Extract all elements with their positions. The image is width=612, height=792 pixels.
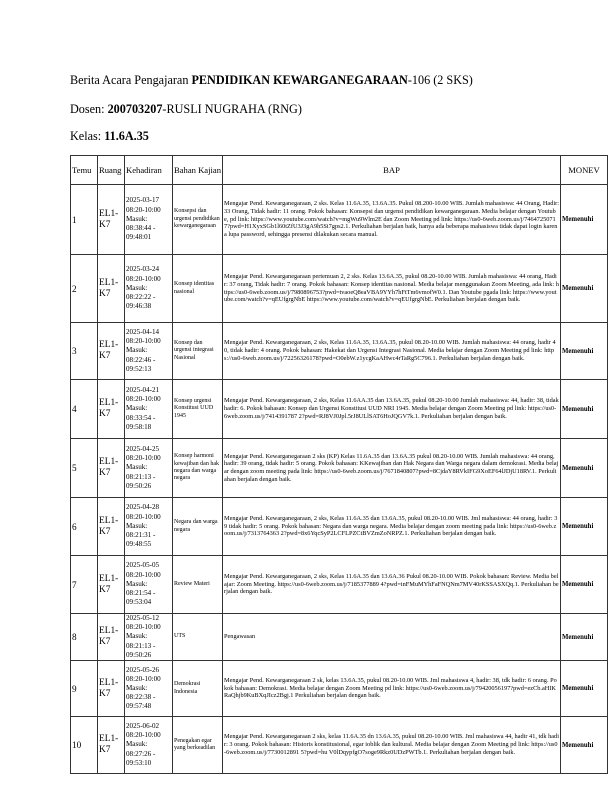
- ruang-cell: EL1-K7: [98, 380, 125, 439]
- col-ruang: Ruang: [98, 156, 125, 185]
- ruang-cell: EL1-K7: [98, 439, 125, 498]
- masuk-label: Masuk:: [126, 283, 148, 292]
- monev-cell: Memenuhi: [561, 255, 608, 323]
- date: 2025-05-26: [126, 665, 160, 674]
- ruang-cell: EL1-K7: [98, 717, 125, 774]
- bap-cell: Mengajar Pend. Kewarganegaraan 2 sks, kelas 11.6A.35 dn 13.6A.35, pukul 08.20-10.00 WIB. Jml mahasiswa 44, hadir 41, tdk hadir: 3 orang. Pokok bahasan: Historis konstitusional, egar ioblik dan kultural. Media belajar dengan Zoom Meeting pd link: https://us0-6web.zoom.us/j/7730012891 5?pwd=hu V0lDqypfgO7soge9Rkz0UDzPWTb.1. Perkuliahan berjalan dengan baik.: [223, 717, 561, 774]
- bahan-kajian-cell: Konsep urgensi Konstitusi UUD 1945: [173, 380, 223, 439]
- time-slot: 08:20-10:00: [126, 623, 161, 632]
- date: 2025-05-05: [126, 561, 160, 570]
- bap-cell: Mengajar Pend. Kewarganegaraan, 2 sks. Kelas 11.6A.35, 13.6A.35. Pukul 08.200-10.00 WIB. Jumlah mahasiswa: 44 Orang, Hadir: 33 Orang, Tidak hadir: 11 orang. Pokok bahasan: Konsepsi dan urgensi pendidikan kewarganegaraan. Media belajar dengan Youtube, pd link: https://www.youtube.com/watch?v=mgWu9Wlm2E dan Zoom Meeting pd link: https://us0-6web.zoom.us/j/7464725071 7?pwd=H1XyxSGb1l60tZfU3J3gA9h5Si7gps2.1. Perkuliahan berjalan baik, hanya ada beberapa mahasiswa tidak dapat login karena lupa password, sehingga presensi dilakukan secara manual.: [223, 185, 561, 255]
- ruang-cell: EL1-K7: [98, 185, 125, 255]
- kelas-label: Kelas:: [70, 129, 105, 143]
- date: 2025-03-17: [126, 196, 160, 205]
- bahan-kajian-cell: Konsep identitas nasional: [173, 255, 223, 323]
- monev-cell: Memenuhi: [561, 556, 608, 614]
- table-row: [71, 556, 608, 614]
- time-slot: 08:20-10:00: [126, 731, 161, 740]
- bahan-kajian-cell: Konsep dan urgensi integrasi Nasional: [173, 323, 223, 380]
- time-out: 09:48:55: [126, 540, 152, 549]
- kehadiran-cell: [125, 661, 173, 717]
- time-slot: 08:20-10:00: [126, 674, 161, 683]
- time-slot: 08:20-10:00: [126, 274, 161, 283]
- ruang-cell: EL1-K7: [98, 255, 125, 323]
- table-row: [71, 255, 608, 323]
- masuk-label: Masuk:: [126, 683, 148, 692]
- time-out: 09:57:48: [126, 702, 152, 711]
- time-in: 08:22:46 -: [126, 355, 156, 364]
- bahan-kajian-cell: Konsepsi dan urgensi pendidikan kewarganegaraan: [173, 185, 223, 255]
- kehadiran-cell: [125, 614, 173, 661]
- class-line: [70, 129, 149, 144]
- monev-cell: Memenuhi: [561, 380, 608, 439]
- bap-cell: Mengajar Pend. Kewarganegaraan, 2 sks, Kelas 11.6A.35 dan 13.6A.35, pukul 08.20-10.00 WIB. Jml mahasiswa: 44 orang, hadir: 39 tidak hadir: 5 orang. Pokok bahasan: Negara dan warga negara. Media belajar dengan zoom meeting pada link: https://us0-6web.zoom.us/j/7313764363 2?pwd=8x6YqcSyP2LCFLPZCtBVZmZoNRPZ.1. Perkuliahan berjalan dengan baik.: [223, 498, 561, 556]
- time-out: 09:50:26: [126, 650, 152, 659]
- date: 2025-04-21: [126, 385, 160, 394]
- monev-cell: Memenuhi: [561, 323, 608, 380]
- date: 2025-03-24: [126, 265, 160, 274]
- temu-cell: 1: [71, 185, 98, 255]
- report-title: [70, 73, 473, 88]
- table-row: [71, 661, 608, 717]
- time-slot: 08:20-10:00: [126, 454, 161, 463]
- time-in: 08:21:54 -: [126, 589, 156, 598]
- bap-cell: Mengajar Pend. Kewarganegaraan, 2 sks, Kelas 11.6A.35, 13.6A.35, pukul 08.20-10.00 WIB. Jumlah mahasiswa: 44 orang, hadir 40, tidak hadir: 4 orang. Pokok bahasan: Hakekat dan Urgensi Integrasi Nasional. Media belajar dengan Zoom Meeting pd link: https://us0-6web.zoom.us/j/72256326178?pwd=O0ebW.z1ycgKaAHwc4rTaRg5C796.1. Perkuliahan berjalan dengan baik.: [223, 323, 561, 380]
- date: 2025-06-02: [126, 722, 160, 730]
- time-in: 08:22:22 -: [126, 293, 156, 302]
- ruang-cell: EL1-K7: [98, 556, 125, 614]
- dosen-name: -RUSLI NUGRAHA (RNG): [162, 102, 302, 116]
- col-kehadiran: Kehadiran: [125, 156, 173, 185]
- table-row: [71, 185, 608, 255]
- date: 2025-04-25: [126, 444, 160, 453]
- course-code: -106 (2 SKS): [407, 73, 473, 87]
- time-slot: 08:20-10:00: [126, 395, 161, 404]
- masuk-label: Masuk:: [126, 346, 148, 355]
- dosen-id: 200703207: [107, 102, 163, 116]
- bap-cell: Mengajar Pend. Kewarganegaraan 2 sk, kelas 13.6A.35, pukul 08.20-10.00 WIB. Jml mahasiswa 4, hadir: 38, tdk hadir: 6 orang. Pokok bahasan: Demokrasi. Media belajar dengan Zoom Meeting pd link: https://us0-6web.zoom.us/j/79420056197?pwd=ezCb.aHIKRaQhjb9KuBXqJIcz2Bgj.1 Perkuliahan berjalan dengan baik.: [223, 661, 561, 717]
- monev-cell: Memenuhi: [561, 498, 608, 556]
- time-out: 09:50:26: [126, 481, 152, 490]
- bap-cell: Mengajar Pend. Kewarganegaraan 2 sks (KP) Kelas 11.6A.35 dan 13.6A.35 pukul 08.20-10.00 WIB. Jumlah mahasiswa: 44 orang, hadir: 39 orang, tidak hadir: 5 orang. Pokok bahasan: KKewajiban dan Hak Negara dan Warga negara dalam demokrasi. Media belajar dengan zoom meeting pada link: https://us0-6web.zoom.us/j/7671840807?pwd=8CjdaY8RVkIFG9XoEF64lJDjU18RV.1. Perkuliahan berjalan dengan baik.: [223, 439, 561, 498]
- temu-cell: 3: [71, 323, 98, 380]
- col-monev: MONEV: [561, 156, 608, 185]
- table-row: [71, 323, 608, 380]
- bahan-kajian-cell: Demokrasi Indonesia: [173, 661, 223, 717]
- bap-cell: Mengajar Pend. Kewarganegaraan, 2 sks, Kelas 11.6AA.35 dan 13.6A.35, pukul 08.20-10.00 Jumlah mahasiswa: 44, hadir: 38, tidak hadir: 6. Pokok bahasan: Konsep dan Urgensi Konstitusi UUD NRI 1945. Media belajar dengan Zoom Meeting pd link: https://us0-6web.zoom.us/j/7414391787 2?pwd=RJ8VJ0Jpl.5rJ8ULlSAT6HoJQGV7k.1. Perkuliahan berjalan dengan baik.: [223, 380, 561, 439]
- temu-cell: 4: [71, 380, 98, 439]
- kehadiran-cell: [125, 380, 173, 439]
- temu-cell: 8: [71, 614, 98, 661]
- kehadiran-cell: [125, 323, 173, 380]
- time-in: 08:21:13 -: [126, 472, 156, 481]
- time-out: 09:53:10: [126, 758, 152, 767]
- time-slot: 08:20-10:00: [126, 570, 161, 579]
- ruang-cell: EL1-K7: [98, 661, 125, 717]
- kehadiran-cell: [125, 439, 173, 498]
- time-out: 09:52:13: [126, 364, 152, 373]
- lecturer-line: [70, 102, 302, 117]
- table-row: [71, 498, 608, 556]
- ruang-cell: EL1-K7: [98, 498, 125, 556]
- temu-cell: 2: [71, 255, 98, 323]
- bap-cell: Mengajar Pend. Kewarganegaraan, 2 sks, Kelas 11.6A.35 dan 13.6A.36 Pukul 08.20-10.00 WIB. Pokok bahasan: Review. Media belajar: Zoom Meeting. https://us0-6web.zoom.us/j/7185377889 4?pwd=inFMuMYhFaFNQNm7MV40rKSSASXQq.1. Perkuliahan berjalan dengan baik.: [223, 556, 561, 614]
- masuk-label: Masuk:: [126, 521, 148, 530]
- bahan-kajian-cell: Review Materi: [173, 556, 223, 614]
- masuk-label: Masuk:: [126, 579, 148, 588]
- time-out: 09:53:04: [126, 598, 152, 607]
- ruang-cell: EL1-K7: [98, 614, 125, 661]
- table-row: [71, 439, 608, 498]
- bap-cell: Mengajar Pend. Kewarganegaraan pertemuan 2, 2 sks. Kelas 13.6A.35, pukul 08.20-10.00 WIB. Jumlah mahasiswa: 44 orang, Hadir: 37 orang, Tidak hadir: 7 orang. Pokok bahasan: Konsep identitas nasional. Media belajar menggunakan Zoom Meeting, ada link: https://us0-6web.zoom.us/j/7980896753?pwd=tvaoeQ8eaVBA9YYh7hFtTm6vmofW0.1. Dan Youtube pgada link: https://www.youtube.com/watch?v=qEUfgrgNbE https://www.youtube.com/watch?v=qEUfgrgNbE. Perkuliahan berjalan dengan baik.: [223, 255, 561, 323]
- bap-cell: Pengawasan: [223, 614, 561, 661]
- kehadiran-cell: [125, 255, 173, 323]
- bap-table: [70, 155, 608, 774]
- ruang-cell: EL1-K7: [98, 323, 125, 380]
- time-slot: 08:20-10:00: [126, 512, 161, 521]
- bahan-kajian-cell: UTS: [173, 614, 223, 661]
- col-bahan-kajian: Bahan Kajian: [173, 156, 223, 185]
- monev-cell: Memenuhi: [561, 185, 608, 255]
- col-bap: BAP: [223, 156, 561, 185]
- monev-cell: Memenuhi: [561, 614, 608, 661]
- date: 2025-04-14: [126, 327, 160, 336]
- kehadiran-cell: [125, 498, 173, 556]
- bahan-kajian-cell: Konsep harmoni kewajiban dan hak negara dan warga negara: [173, 439, 223, 498]
- title-prefix: Berita Acara Pengajaran: [70, 73, 192, 87]
- monev-cell: Memenuhi: [561, 439, 608, 498]
- kehadiran-cell: [125, 185, 173, 255]
- table-row: [71, 380, 608, 439]
- time-out: 09:46:38: [126, 302, 152, 311]
- bahan-kajian-cell: Penegakan egar yang berkeadilan: [173, 717, 223, 774]
- time-slot: 08:20-10:00: [126, 205, 161, 214]
- kehadiran-cell: [125, 556, 173, 614]
- time-in: 08:38:44 -: [126, 224, 156, 233]
- course-name: PENDIDIKAN KEWARGANEGARAAN: [191, 73, 408, 87]
- time-in: 08:27:26 -: [126, 749, 156, 758]
- col-temu: Temu: [71, 156, 98, 185]
- temu-cell: 7: [71, 556, 98, 614]
- kelas-value: 11.6A.35: [104, 129, 149, 143]
- table-row: [71, 614, 608, 661]
- time-out: 09:48:01: [126, 233, 152, 242]
- time-out: 09:58:18: [126, 422, 152, 431]
- time-in: 08:21:13 -: [126, 641, 156, 650]
- date: 2025-04-28: [126, 503, 160, 512]
- table-row: [71, 717, 608, 774]
- monev-cell: Memenuhi: [561, 661, 608, 717]
- masuk-label: Masuk:: [126, 463, 148, 472]
- date: 2025-05-12: [126, 614, 160, 622]
- temu-cell: 5: [71, 439, 98, 498]
- time-in: 08:21:31 -: [126, 531, 156, 540]
- masuk-label: Masuk:: [126, 740, 148, 749]
- kehadiran-cell: [125, 717, 173, 774]
- masuk-label: Masuk:: [126, 404, 148, 413]
- temu-cell: 9: [71, 661, 98, 717]
- dosen-label: Dosen:: [70, 102, 108, 116]
- temu-cell: 10: [71, 717, 98, 774]
- table-header-row: [71, 156, 608, 185]
- monev-cell: Memenuhi: [561, 717, 608, 774]
- masuk-label: Masuk:: [126, 632, 148, 641]
- bahan-kajian-cell: Negara dan warga negara: [173, 498, 223, 556]
- time-in: 08:33:54 -: [126, 413, 156, 422]
- masuk-label: Masuk:: [126, 214, 148, 223]
- time-slot: 08:20-10:00: [126, 337, 161, 346]
- time-in: 08:22:38 -: [126, 693, 156, 702]
- temu-cell: 6: [71, 498, 98, 556]
